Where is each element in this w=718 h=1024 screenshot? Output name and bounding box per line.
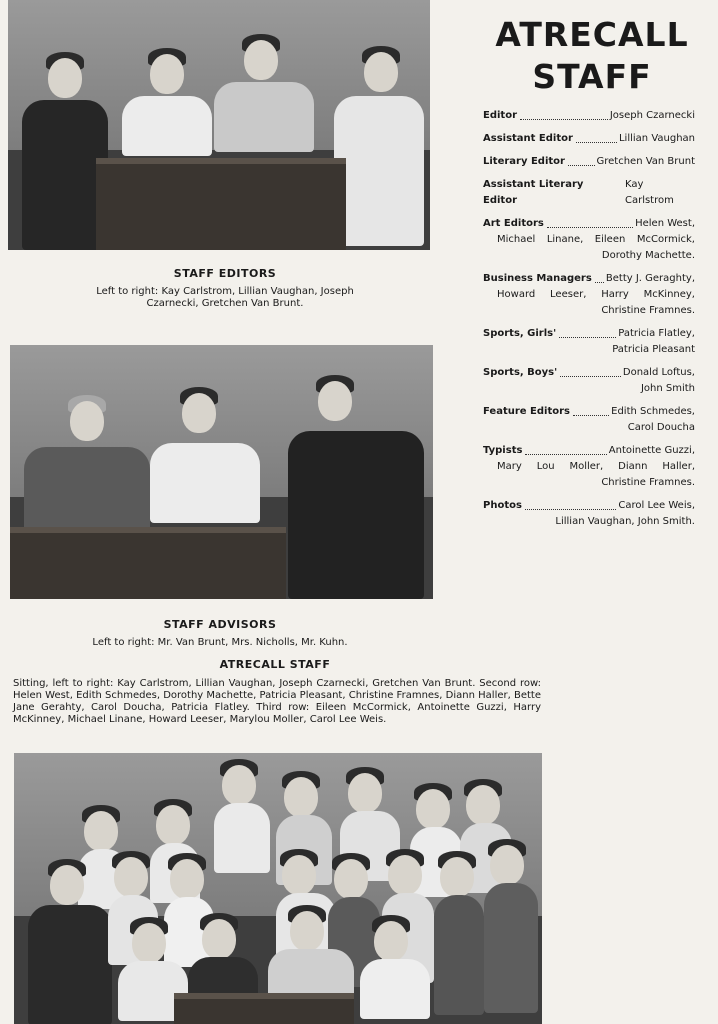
roster-name: Kay Carlstrom <box>624 179 674 206</box>
staff-editors-heading: STAFF EDITORS <box>173 267 277 280</box>
roster-role: Photos <box>483 500 522 511</box>
roster-entry <box>483 271 695 319</box>
roster-role: Business Managers <box>483 273 592 284</box>
roster-continuation: Patricia Pleasant <box>612 344 695 355</box>
staff-editors-photo <box>8 0 430 250</box>
roster-continuation: Mary Lou Moller, Diann Haller, Christine Framnes. <box>497 461 695 488</box>
roster-entry <box>483 154 695 170</box>
leader-dots <box>525 443 606 455</box>
atrecall-staff-heading-block <box>140 659 410 677</box>
leader-dots <box>568 154 595 166</box>
roster-role: Editor <box>483 110 517 121</box>
leader-dots <box>576 131 617 143</box>
roster-name: Carol Lee Weis, <box>618 500 695 511</box>
roster-entry <box>483 131 695 147</box>
atrecall-staff-photo <box>14 753 542 1024</box>
roster-role: Assistant Editor <box>483 133 573 144</box>
roster-continuation: Howard Leeser, Harry McKinney, Christine Framnes. <box>497 289 695 316</box>
atrecall-staff-heading: ATRECALL STAFF <box>219 658 331 671</box>
roster-name: Joseph Czarnecki <box>609 110 695 121</box>
roster-entry <box>483 177 695 209</box>
roster-entry <box>483 404 695 436</box>
roster-continuation: Lillian Vaughan, John Smith. <box>555 516 695 527</box>
leader-dots <box>520 108 608 120</box>
roster-role: Sports, Girls' <box>483 328 557 339</box>
roster-role: Feature Editors <box>483 406 571 417</box>
roster-continuation: Carol Doucha <box>627 422 695 433</box>
leader-dots <box>560 365 621 377</box>
roster-name: Edith Schmedes, <box>611 406 695 417</box>
roster-role: Sports, Boys' <box>483 367 558 378</box>
leader-dots <box>595 271 604 283</box>
title-line-2: STAFF <box>532 57 652 96</box>
roster-role: Typists <box>483 445 523 456</box>
roster-role: Assistant Literary Editor <box>483 179 584 206</box>
leader-dots <box>559 326 616 338</box>
roster-name: Antoinette Guzzi, <box>608 445 695 456</box>
roster-continuation: Michael Linane, Eileen McCormick, Dorothy Machette. <box>497 234 695 261</box>
roster-entry <box>483 216 695 264</box>
roster-name: Betty J. Geraghty, <box>605 273 695 284</box>
roster-name: Lillian Vaughan <box>618 133 695 144</box>
staff-advisors-photo <box>10 345 433 599</box>
roster-entry <box>483 326 695 358</box>
staff-advisors-text: Left to right: Mr. Van Brunt, Mrs. Nicholls, Mr. Kuhn. <box>92 637 348 648</box>
leader-dots <box>525 498 617 510</box>
staff-editors-text: Left to right: Kay Carlstrom, Lillian Vaughan, Joseph Czarnecki, Gretchen Van Brunt. <box>96 286 354 309</box>
title-line-1: ATRECALL <box>495 15 689 54</box>
roster-role: Literary Editor <box>483 156 565 167</box>
roster-name: Helen West, <box>635 218 695 229</box>
roster-entry <box>483 498 695 530</box>
roster-entry <box>483 443 695 491</box>
roster-name: Patricia Flatley, <box>618 328 695 339</box>
page-title <box>482 14 702 98</box>
staff-advisors-caption <box>60 619 380 649</box>
atrecall-staff-text: Sitting, left to right: Kay Carlstrom, Lillian Vaughan, Joseph Czarnecki, Gretchen Van Brunt. Second row: Helen West, Edith Schmedes, Dorothy Machette, Patricia Pleasant, Christine Framnes, Diann Haller, Bette Jane Gerahty, Carol Doucha, Patricia Flatley. Third row: Eileen McCormick, Antoinette Guzzi, Harry McKinney, Michael Linane, Howard Leeser, Marylou Moller, Carol Lee Weis. <box>13 678 541 725</box>
staff-roster <box>483 108 695 537</box>
roster-name: Gretchen Van Brunt <box>596 156 695 167</box>
roster-entry <box>483 365 695 397</box>
staff-advisors-heading: STAFF ADVISORS <box>163 618 277 631</box>
roster-role: Art Editors <box>483 218 544 229</box>
roster-continuation: John Smith <box>640 383 695 394</box>
roster-name: Donald Loftus, <box>622 367 695 378</box>
staff-editors-caption <box>80 268 370 310</box>
roster-entry <box>483 108 695 124</box>
leader-dots <box>573 404 609 416</box>
leader-dots <box>547 216 633 228</box>
